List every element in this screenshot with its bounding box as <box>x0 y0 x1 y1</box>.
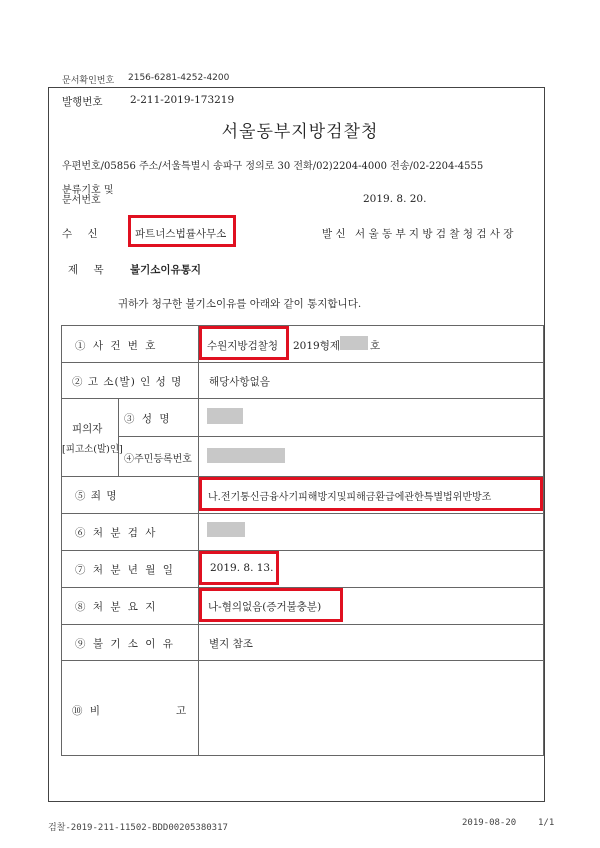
prosecutor-label: ⑥ 처 분 검 사 <box>75 527 158 539</box>
suspect-group-label: 피의자 <box>72 423 103 435</box>
class-label-line2: 문서번호 <box>62 195 101 206</box>
highlight-box-recipient <box>128 215 236 247</box>
table-divider <box>198 325 199 755</box>
table-line <box>61 362 544 363</box>
disposal-gist-label: ⑧ 처 분 요 지 <box>75 601 158 613</box>
table-line <box>61 660 544 661</box>
case-number-value: 수원지방검찰청 <box>207 340 279 352</box>
disposal-date-label: ⑦ 처 분 년 월 일 <box>75 564 175 576</box>
office-title: 서울동부지방검찰청 <box>221 122 379 142</box>
table-line <box>118 436 544 437</box>
remarks-label: ⑩ 비 <box>72 705 102 717</box>
sender-name: 서 울 동 부 지 방 검 찰 청 검 사 장 <box>355 228 514 240</box>
subject-label: 제 목 <box>68 264 110 276</box>
reason-value: 별지 참조 <box>209 638 253 650</box>
redaction-prosecutor <box>207 522 245 537</box>
rrn-label: ④주민등록번호 <box>124 454 192 465</box>
address-line: 우편번호/05856 주소/서울특별시 송파구 정의로 30 전화/02)2204-4000 전송/02-2204-4555 <box>62 161 484 172</box>
suspect-group-sublabel: [피고소(발)인] <box>62 444 123 455</box>
table-border-right <box>543 325 544 755</box>
disposal-gist-value: 나-혐의없음(증거불충분) <box>208 601 322 613</box>
table-line <box>61 755 544 756</box>
redaction-case-number <box>340 336 368 350</box>
issue-number: 2-211-2019-173219 <box>130 94 235 106</box>
remarks-label-end: 고 <box>176 705 189 717</box>
highlight-box-date <box>199 551 279 585</box>
reason-label: ⑨ 불 기 소 이 유 <box>75 638 175 650</box>
highlight-box-gist <box>199 588 343 622</box>
case-number-end: 호 <box>370 340 381 352</box>
table-border-left <box>61 325 62 755</box>
charge-value: 나.전기통신금융사기피해방지및피해금환급에관한특별법위반방조 <box>208 492 492 503</box>
recipient-label: 수 신 <box>62 228 104 240</box>
charge-label: ⑤ 죄 명 <box>75 490 118 502</box>
case-number-year: 2019형제 <box>293 340 341 352</box>
footer-print-date: 2019-08-20 <box>462 818 517 828</box>
disposal-date-value: 2019. 8. 13. <box>210 562 274 574</box>
footer-barcode-text: 검찰-2019-211-11502-BDD00205380317 <box>48 823 228 833</box>
case-number-label: ① 사 건 번 호 <box>75 340 158 352</box>
table-line <box>61 398 544 399</box>
recipient-name: 파트너스법률사무소 <box>135 228 227 240</box>
doc-confirm-label: 문서확인번호 <box>62 76 115 86</box>
table-line <box>61 624 544 625</box>
table-line <box>61 325 544 326</box>
intro-text: 귀하가 청구한 불기소이유를 아래와 같이 통지합니다. <box>118 298 362 310</box>
document-date: 2019. 8. 20. <box>363 193 427 205</box>
table-line <box>61 550 544 551</box>
complainant-value: 해당사항없음 <box>209 376 270 388</box>
subject-text: 불기소이유통지 <box>130 264 202 276</box>
suspect-name-label: ③ 성 명 <box>124 413 172 425</box>
redaction-name <box>207 408 243 424</box>
complainant-label: ② 고 소(발) 인 성 명 <box>72 376 183 388</box>
class-label <box>62 186 113 206</box>
doc-confirm-number: 2156-6281-4252-4200 <box>128 73 230 83</box>
class-label-line1: 분류기호 및 <box>62 185 114 196</box>
table-line <box>61 513 544 514</box>
highlight-box-case <box>199 326 289 360</box>
issue-label: 발행번호 <box>62 96 103 108</box>
redaction-rrn <box>207 448 285 463</box>
footer-page: 1/1 <box>538 818 555 828</box>
sender-label: 발 신 <box>322 228 346 240</box>
highlight-box-charge <box>199 477 543 511</box>
table-divider-inner <box>118 398 119 476</box>
